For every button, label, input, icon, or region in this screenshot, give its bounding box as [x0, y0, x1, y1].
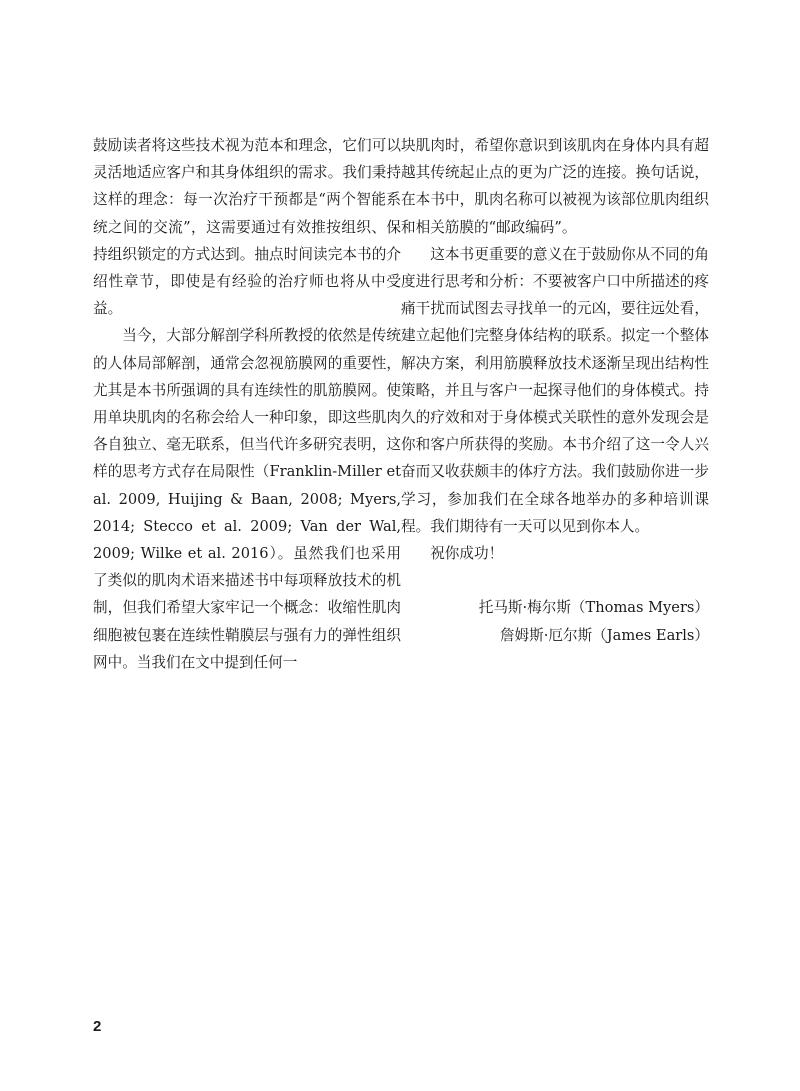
closing-wish: 祝你成功！	[430, 545, 504, 563]
page-number: 2	[93, 1018, 102, 1035]
paragraph-muscle-connections: 块肌肉时，希望你意识到该肌肉在身体内具有超越其传统起止点的更为广泛的连接。换句话说，在本书中，肌肉名称可以被视为该部位肌肉组织和相关筋膜的“邮政编码”。	[401, 137, 709, 236]
paragraph-book-purpose: 这本书更重要的意义在于鼓励你从不同的角度进行思考和分析：不要被客户口中所描述的疼痛干扰而试图去寻找单一的元凶，要往远处看，建立起他们完整身体结构的联系。拟定一个整体解决方案，利用筋膜释放技术逐渐呈现出结构性策略，并且与客户一起探寻他们的身体模式。持久的疗效和对于身体模式关联性的意外发现会是你和客户所获得的奖励。本书介绍了这一令人兴奋而又收获颇丰的体疗方法。我们鼓励你进一步学习，参加我们在全球各地举办的多种培训课程。我们期待有一天可以见到你本人。	[401, 245, 709, 535]
right-column	[401, 132, 709, 649]
signature-block	[401, 594, 709, 648]
paragraph-anatomy-research: 当今，大部分解剖学科所教授的依然是传统的人体局部解剖，通常会忽视筋膜网的重要性，尤其是本书所强调的具有连续性的肌筋膜网。使用单块肌肉的名称会给人一种印象，即这些肌肉各自独立、毫无联系，但当代许多研究表明，这样的思考方式存在局限性（Franklin-Miller et al. 2009, Huijing & Baan, 2008; Myers, 2014; Stecco et al. 2009; Van der Wal, 2009; Wilke et al. 2016）。虽然我们也采用了类似的肌肉术语来描述书中每项释放技术的机制，但我们希望大家牢记一个概念：收缩性肌肉细胞被包裹在连续性鞘膜层与强有力的弹性组织网中。当我们在文中提到任何一	[93, 327, 401, 671]
signature-thomas-myers: 托马斯·梅尔斯（Thomas Myers）	[478, 599, 709, 617]
signature-james-earls: 詹姆斯·厄尔斯（James Earls）	[499, 626, 709, 644]
left-column	[93, 132, 401, 676]
paragraph-practice-philosophy: 鼓励读者将这些技术视为范本和理念，它们可以灵活地适应客户和其身体组织的需求。我们秉持这样的理念：每一次治疗干预都是“两个智能系统之间的交流”，这需要通过有效推按组织、保持组织锁定的方式达到。抽点时间读完本书的介绍性章节，即使是有经验的治疗师也将从中受益。	[93, 137, 401, 318]
